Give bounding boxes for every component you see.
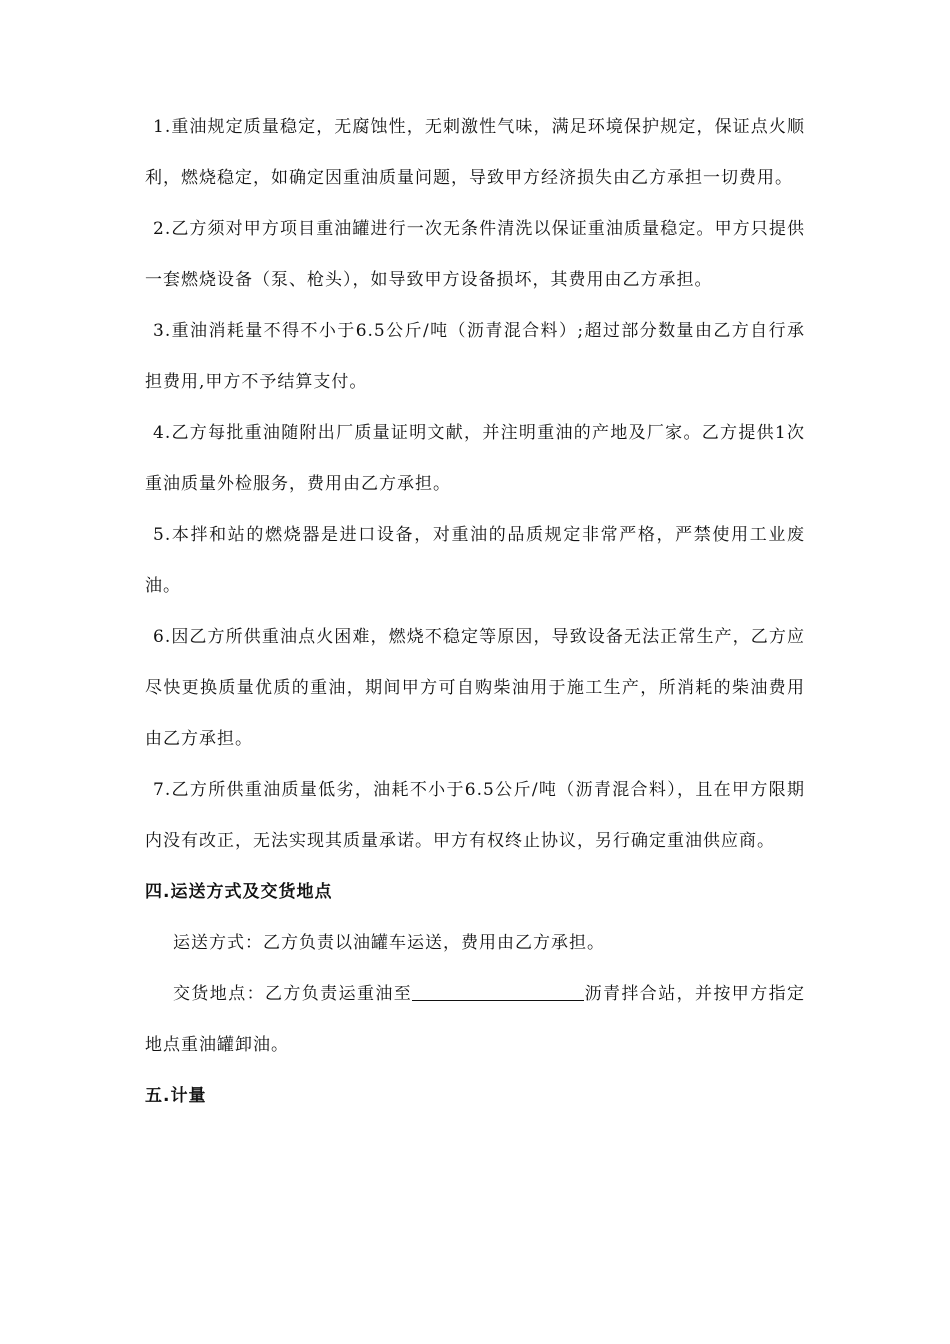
clause-2: 2.乙方须对甲方项目重油罐进行一次无条件清洗以保证重油质量稳定。甲方只提供一套燃烧设备（泵、枪头），如导致甲方设备损坏，其费用由乙方承担。 — [145, 219, 805, 290]
delivery-location — [145, 969, 805, 1071]
clause-3: 3.重油消耗量不得不小于6.5公斤/吨（沥青混合料）;超过部分数量由乙方自行承担费用,甲方不予结算支付。 — [145, 321, 805, 392]
clause-5: 5.本拌和站的燃烧器是进口设备，对重油的品质规定非常严格，严禁使用工业废油。 — [145, 525, 805, 596]
section-5-heading: 五.计量 — [145, 1086, 207, 1106]
delivery-blank-line[interactable] — [412, 984, 584, 1001]
clause-4: 4.乙方每批重油随附出厂质量证明文献，并注明重油的产地及厂家。乙方提供1次重油质量外检服务，费用由乙方承担。 — [145, 423, 805, 494]
clause-7: 7.乙方所供重油质量低劣，油耗不小于6.5公斤/吨（沥青混合料），且在甲方限期内没有改正，无法实现其质量承诺。甲方有权终止协议，另行确定重油供应商。 — [145, 780, 805, 851]
clause-1: 1.重油规定质量稳定，无腐蚀性，无刺激性气味，满足环境保护规定，保证点火顺利，燃烧稳定，如确定因重油质量问题，导致甲方经济损失由乙方承担一切费用。 — [145, 117, 805, 188]
delivery-location-prefix: 交货地点：乙方负责运重油至 — [173, 984, 413, 1004]
document-body — [145, 102, 805, 1122]
clause-6: 6.因乙方所供重油点火困难，燃烧不稳定等原因，导致设备无法正常生产，乙方应尽快更换质量优质的重油，期间甲方可自购柴油用于施工生产，所消耗的柴油费用由乙方承担。 — [145, 627, 805, 749]
section-4-heading: 四.运送方式及交货地点 — [145, 882, 333, 902]
transport-method: 运送方式：乙方负责以油罐车运送，费用由乙方承担。 — [173, 933, 605, 953]
delivery-location-suffix: 沥青拌合站，并按甲方指定地点重油罐卸油。 — [145, 984, 806, 1055]
